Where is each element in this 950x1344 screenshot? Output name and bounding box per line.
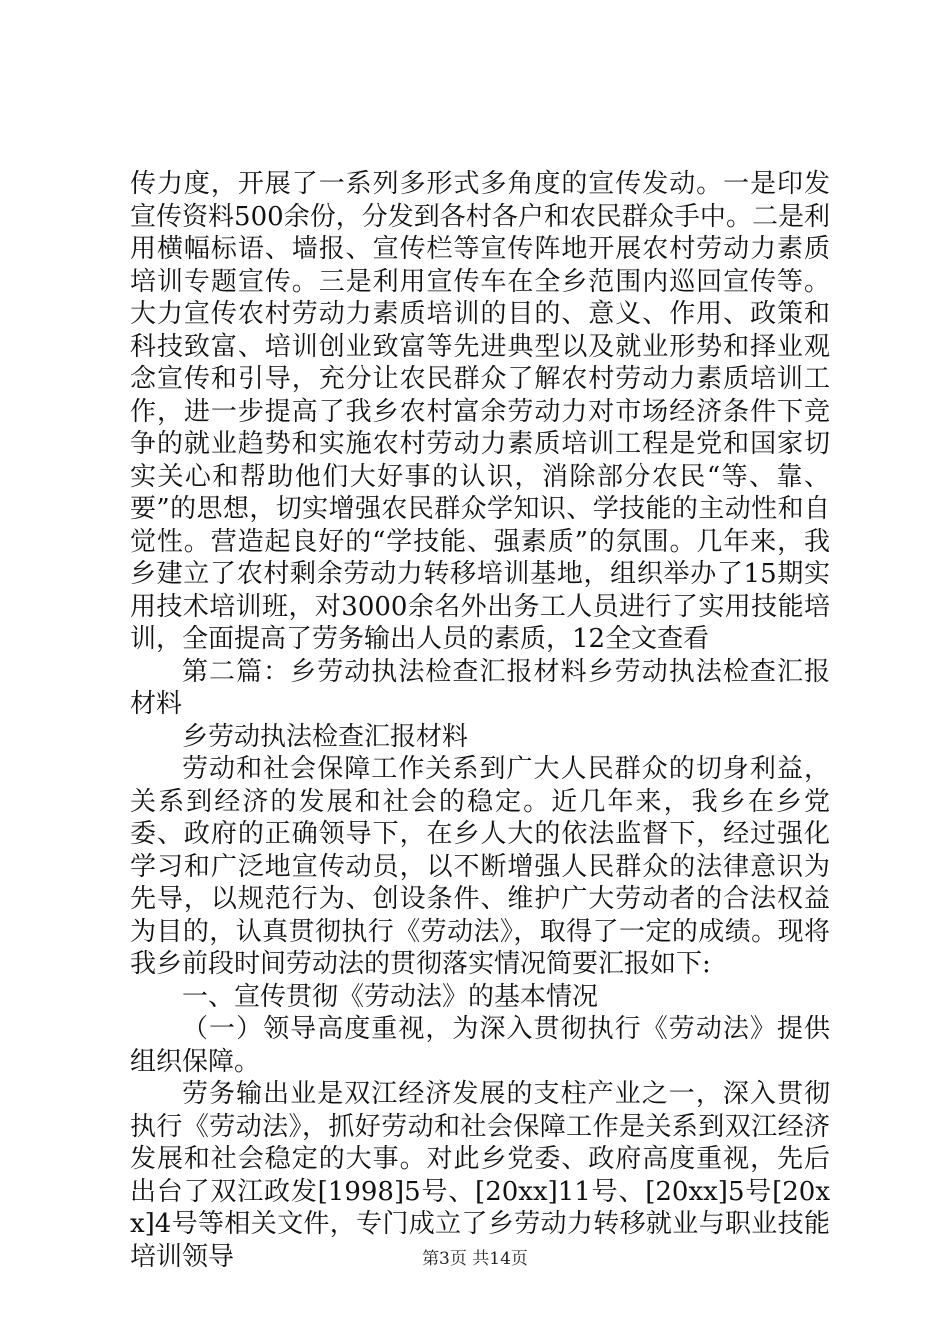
document-body [130,168,830,1273]
paragraph-body: 劳务输出业是双江经济发展的支柱产业之一，深入贯彻执行《劳动法》，抓好劳动和社会保障工作是关系到双江经济发展和社会稳定的大事。对此乡党委、政府高度重视，先后出台了双江政发[1998]5号、[20xx]11号、[20xx]5号[20xx]4号等相关文件，专门成立了乡劳动力转移就业与职业技能培训领导 [130,1079,830,1272]
heading-level-2: （一）领导高度重视，为深入贯彻执行《劳动法》提供组织保障。 [130,1014,830,1077]
page-number-footer: 第3页 共14页 [422,1249,528,1269]
section-heading-part-two: 第二篇：乡劳动执法检查汇报材料乡劳动执法检查汇报材料 [130,656,830,719]
paragraph-intro: 劳动和社会保障工作关系到广大人民群众的切身利益，关系到经济的发展和社会的稳定。近几年来，我乡在乡党委、政府的正确领导下，在乡人大的依法监督下，经过强化学习和广泛地宣传动员，以不断增强人民群众的法律意识为先导，以规范行为、创设条件、维护广大劳动者的合法权益为目的，认真贯彻执行《劳动法》，取得了一定的成绩。现将我乡前段时间劳动法的贯彻落实情况简要汇报如下: [130,754,830,979]
report-title: 乡劳动执法检查汇报材料 [182,721,469,752]
heading-level-1: 一、宣传贯彻《劳动法》的基本情况 [182,981,599,1012]
paragraph-continued: 传力度，开展了一系列多形式多角度的宣传发动。一是印发宣传资料500余份，分发到各村各户和农民群众手中。二是利用横幅标语、墙报、宣传栏等宣传阵地开展农村劳动力素质培训专题宣传。三是利用宣传车在全乡范围内巡回宣传等。大力宣传农村劳动力素质培训的目的、意义、作用、政策和科技致富、培训创业致富等先进典型以及就业形势和择业观念宣传和引导，充分让农民群众了解农村劳动力素质培训工作，进一步提高了我乡农村富余劳动力对市场经济条件下竞争的就业趋势和实施农村劳动力素质培训工程是党和国家切实关心和帮助他们大好事的认识，消除部分农民“等、靠、要”的思想，切实增强农民群众学知识、学技能的主动性和自觉性。营造起良好的“学技能、强素质”的氛围。几年来，我乡建立了农村剩余劳动力转移培训基地，组织举办了15期实用技术培训班，对3000余名外出务工人员进行了实用技能培训，全面提高了劳务输出人员的素质，12全文查看 [130,169,830,654]
